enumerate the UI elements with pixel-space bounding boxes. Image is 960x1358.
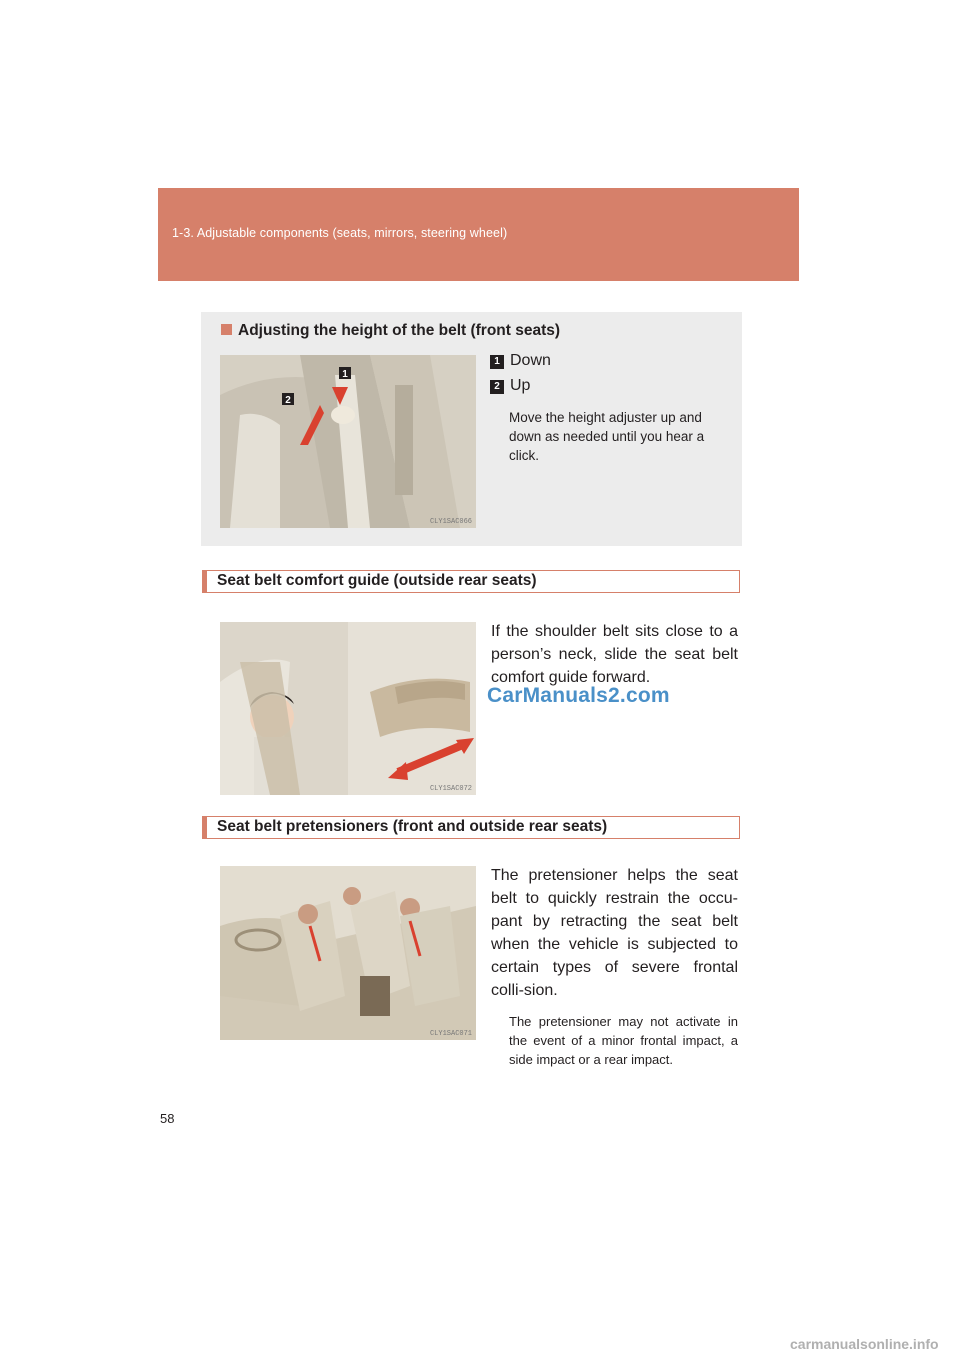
height-adjust-heading: Adjusting the height of the belt (front seats) <box>221 322 560 340</box>
step-up <box>490 377 530 395</box>
comfort-guide-illustration <box>220 622 476 795</box>
step-number-badge: 2 <box>490 380 504 394</box>
pretensioner-heading: Seat belt pretensioners (front and outside rear seats) <box>202 816 740 839</box>
comfort-guide-text: If the shoulder belt sits close to a person’s neck, slide the seat belt comfort guide forward. <box>491 623 738 686</box>
watermark: CarManuals2.com <box>487 684 670 707</box>
svg-text:1: 1 <box>342 369 348 380</box>
page-number: 58 <box>160 1111 175 1126</box>
bullet-square-icon <box>221 324 232 335</box>
image-code: CLY1SAC072 <box>429 785 472 793</box>
pretensioner-text: The pretensioner helps the seat belt to quickly restrain the occu-pant by retracting the seat belt when the vehicle is subjected to certain types of severe frontal colli-sion. <box>491 867 738 999</box>
step-number-badge: 1 <box>490 355 504 369</box>
step-label: Up <box>510 377 531 394</box>
step-label: Down <box>510 352 551 369</box>
section-breadcrumb: 1-3. Adjustable components (seats, mirrors, steering wheel) <box>172 226 508 240</box>
height-adjust-note: Move the height adjuster up and down as needed until you hear a click. <box>509 410 705 463</box>
image-code: CLY1SAC066 <box>429 518 472 526</box>
pretensioner-illustration <box>220 866 476 1040</box>
header-band <box>158 188 799 281</box>
step-down <box>490 352 551 370</box>
image-code: CLY1SAC071 <box>429 1030 472 1038</box>
footer-site: carmanualsonline.info <box>790 1336 939 1352</box>
comfort-guide-heading: Seat belt comfort guide (outside rear seats) <box>202 570 740 593</box>
height-adjust-box <box>201 312 742 546</box>
svg-text:2: 2 <box>285 395 291 406</box>
belt-height-adjuster-illustration <box>220 355 476 528</box>
pretensioner-note: The pretensioner may not activate in the event of a minor frontal impact, a side impact or a rear impact. <box>509 1014 738 1067</box>
